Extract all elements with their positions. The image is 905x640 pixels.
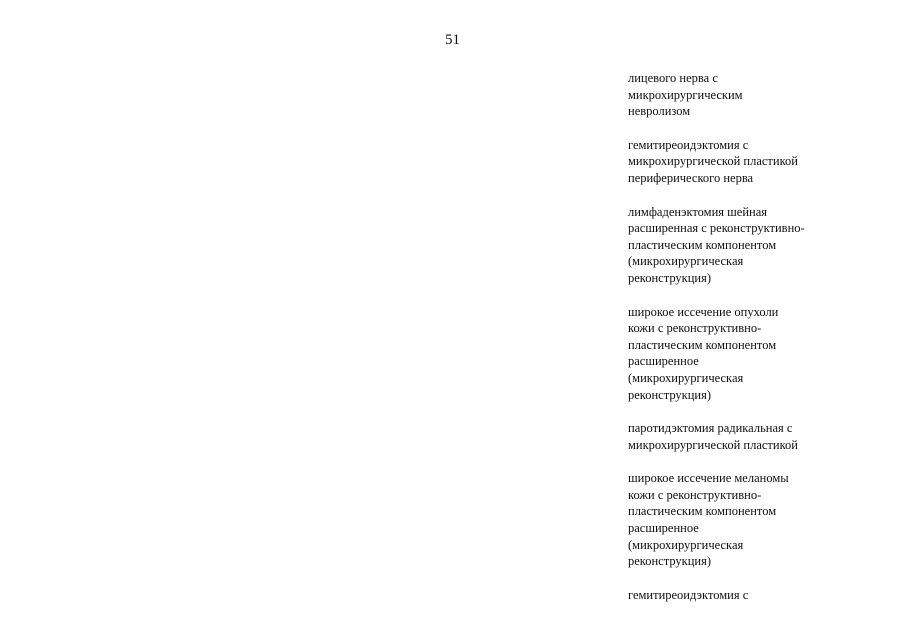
procedure-text-line: микрохирургической пластикой [628, 154, 798, 169]
procedure-text-line: реконструкция) [628, 554, 712, 569]
procedure-entry [628, 587, 868, 604]
procedure-text-line: пластическим компонентом [628, 504, 777, 519]
procedure-text-line: кожи с реконструктивно- [628, 321, 762, 336]
procedure-text-line: микрохирургической пластикой [628, 437, 798, 452]
procedure-text-line: широкое иссечение опухоли [628, 304, 779, 319]
procedure-text-line: расширенная с реконструктивно- [628, 221, 805, 236]
procedure-text-line: расширенное [628, 521, 699, 536]
procedure-entry [628, 137, 868, 187]
procedure-text-line: невролизом [628, 104, 691, 119]
procedure-entry [628, 70, 868, 120]
procedure-text-line: широкое иссечение меланомы [628, 471, 789, 486]
page-number: 51 [445, 32, 460, 48]
procedure-text-line: периферического нерва [628, 170, 754, 185]
procedure-text-line: реконструкция) [628, 270, 712, 285]
procedure-text-line: (микрохирургическая [628, 254, 744, 269]
procedure-entry [628, 470, 868, 570]
procedure-text-line: кожи с реконструктивно- [628, 487, 762, 502]
procedure-entry [628, 304, 868, 404]
procedure-list [628, 70, 868, 620]
procedure-text-line: микрохирургическим [628, 87, 743, 102]
procedure-text-line: (микрохирургическая [628, 370, 744, 385]
procedure-text-line: лимфаденэктомия шейная [628, 204, 767, 219]
procedure-text-line: паротидэктомия радикальная с [628, 421, 793, 436]
procedure-entry [628, 420, 868, 453]
procedure-text-line: (микрохирургическая [628, 537, 744, 552]
procedure-text-line: гемитиреоидэктомия с [628, 587, 749, 602]
procedure-text-line: реконструкция) [628, 387, 712, 402]
procedure-entry [628, 204, 868, 287]
procedure-text-line: пластическим компонентом [628, 237, 777, 252]
procedure-text-line: пластическим компонентом [628, 337, 777, 352]
procedure-text-line: лицевого нерва с [628, 71, 718, 85]
procedure-text-line: гемитиреоидэктомия с [628, 137, 749, 152]
procedure-text-line: расширенное [628, 354, 699, 369]
